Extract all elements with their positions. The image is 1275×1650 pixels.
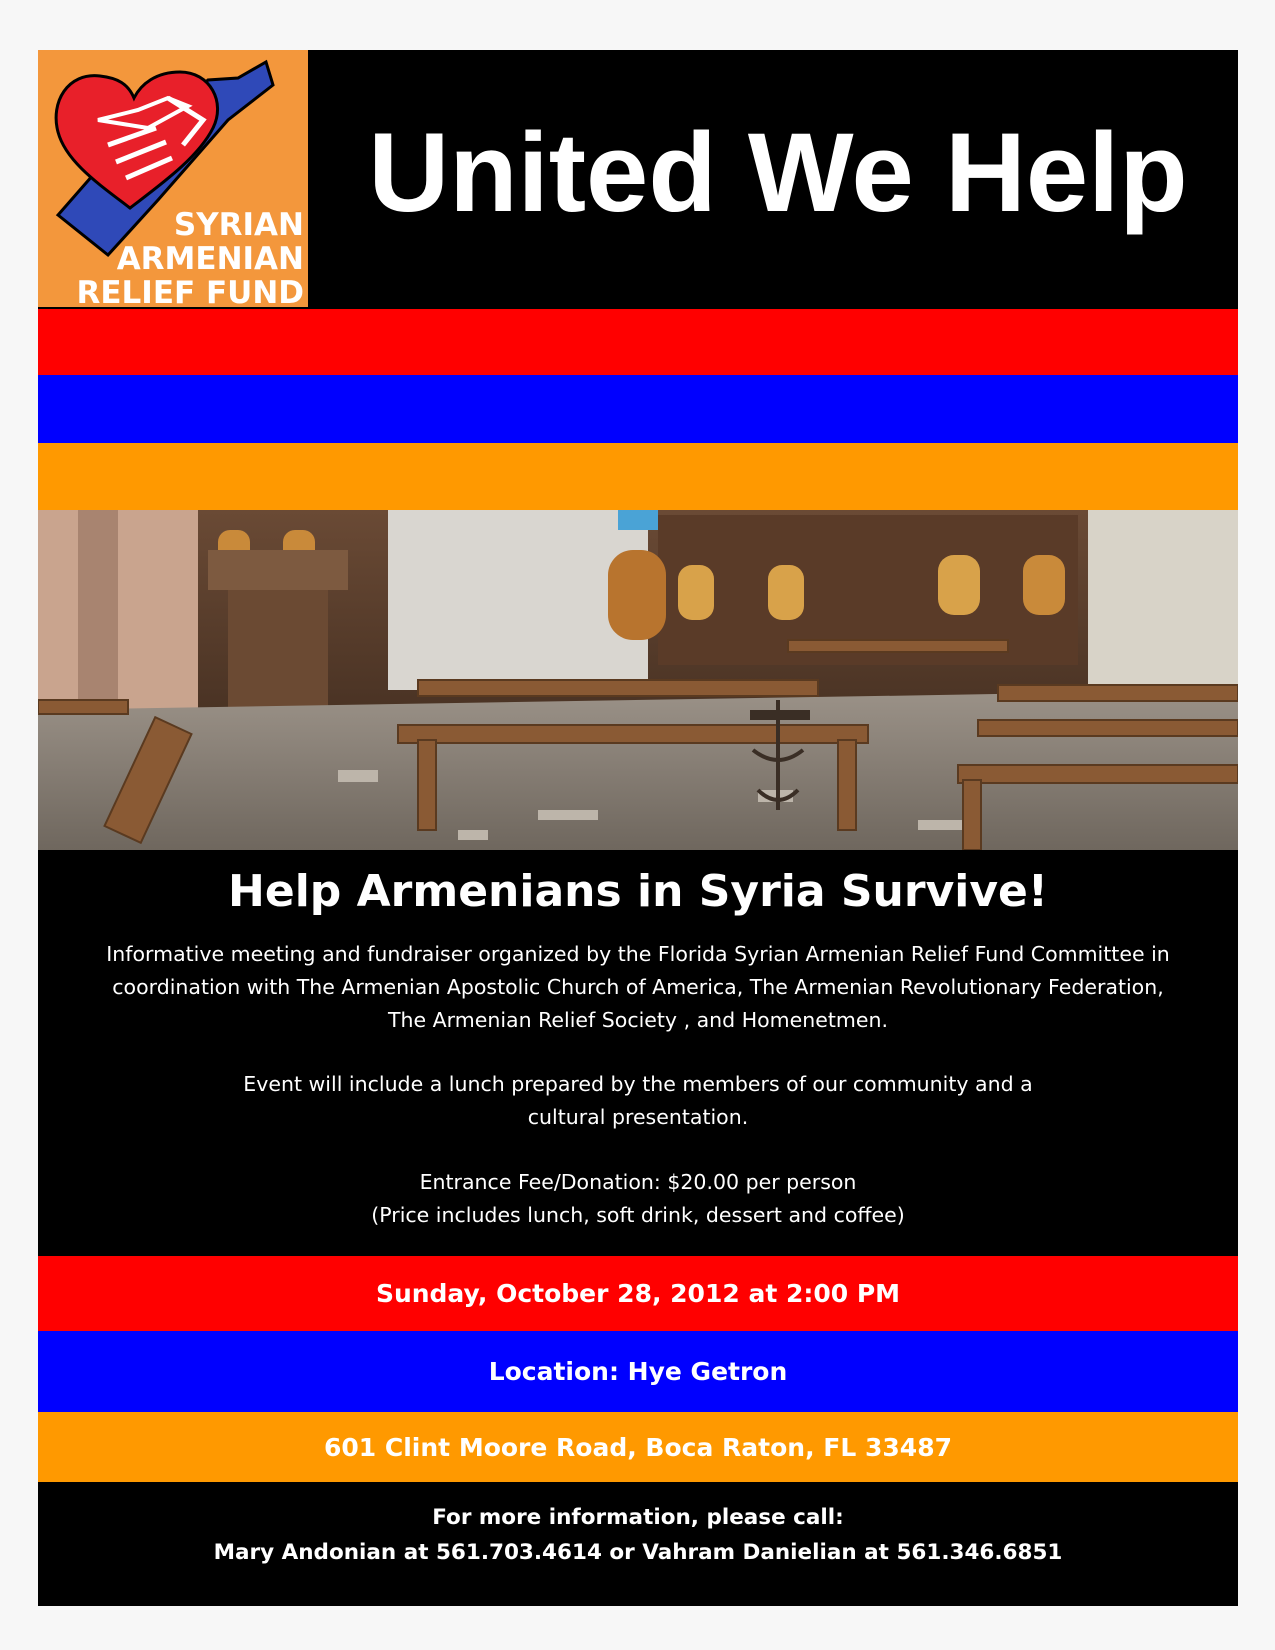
event-date-text: Sunday, October 28, 2012 at 2:00 PM	[375, 1279, 901, 1308]
info-section	[38, 850, 1238, 1256]
contact-section	[38, 1482, 1238, 1606]
event-address	[38, 1412, 1238, 1482]
event-location	[38, 1331, 1238, 1412]
flyer	[38, 50, 1238, 1606]
logo-line-1: SYRIAN	[173, 207, 304, 243]
contact-phones: Mary Andonian at 561.703.4614 or Vahram Danielian at 561.346.6851	[213, 1540, 1063, 1565]
flag-stripe-blue	[38, 375, 1238, 443]
organizers-paragraph: Informative meeting and fundraiser organized by the Florida Syrian Armenian Relief Fund Committee in coordination with The Armenian Apostolic Church of America, The Armenian Revolutionary Federation, The Armenian Relief Society , and Homenetmen.	[106, 942, 1170, 1032]
subtitle: Help Armenians in Syria Survive!	[228, 866, 1048, 917]
church-photo	[38, 510, 1238, 850]
logo-line-3: RELIEF FUND	[76, 275, 304, 307]
event-location-text: Location: Hye Getron	[488, 1357, 788, 1386]
logo	[38, 50, 308, 307]
logo-line-2: ARMENIAN	[116, 241, 304, 277]
contact-heading: For more information, please call:	[432, 1505, 844, 1530]
event-date	[38, 1256, 1238, 1331]
flag-stripe-red	[38, 309, 1238, 375]
flag-stripe-orange	[38, 443, 1238, 510]
fee-paragraph: Entrance Fee/Donation: $20.00 per person (Price includes lunch, soft drink, dessert and coffee)	[371, 1170, 905, 1227]
event-address-text: 601 Clint Moore Road, Boca Raton, FL 33487	[324, 1432, 952, 1462]
page-title: United We Help	[368, 110, 1188, 235]
header	[38, 50, 1238, 309]
event-paragraph: Event will include a lunch prepared by the members of our community and a cultural presentation.	[243, 1072, 1033, 1129]
